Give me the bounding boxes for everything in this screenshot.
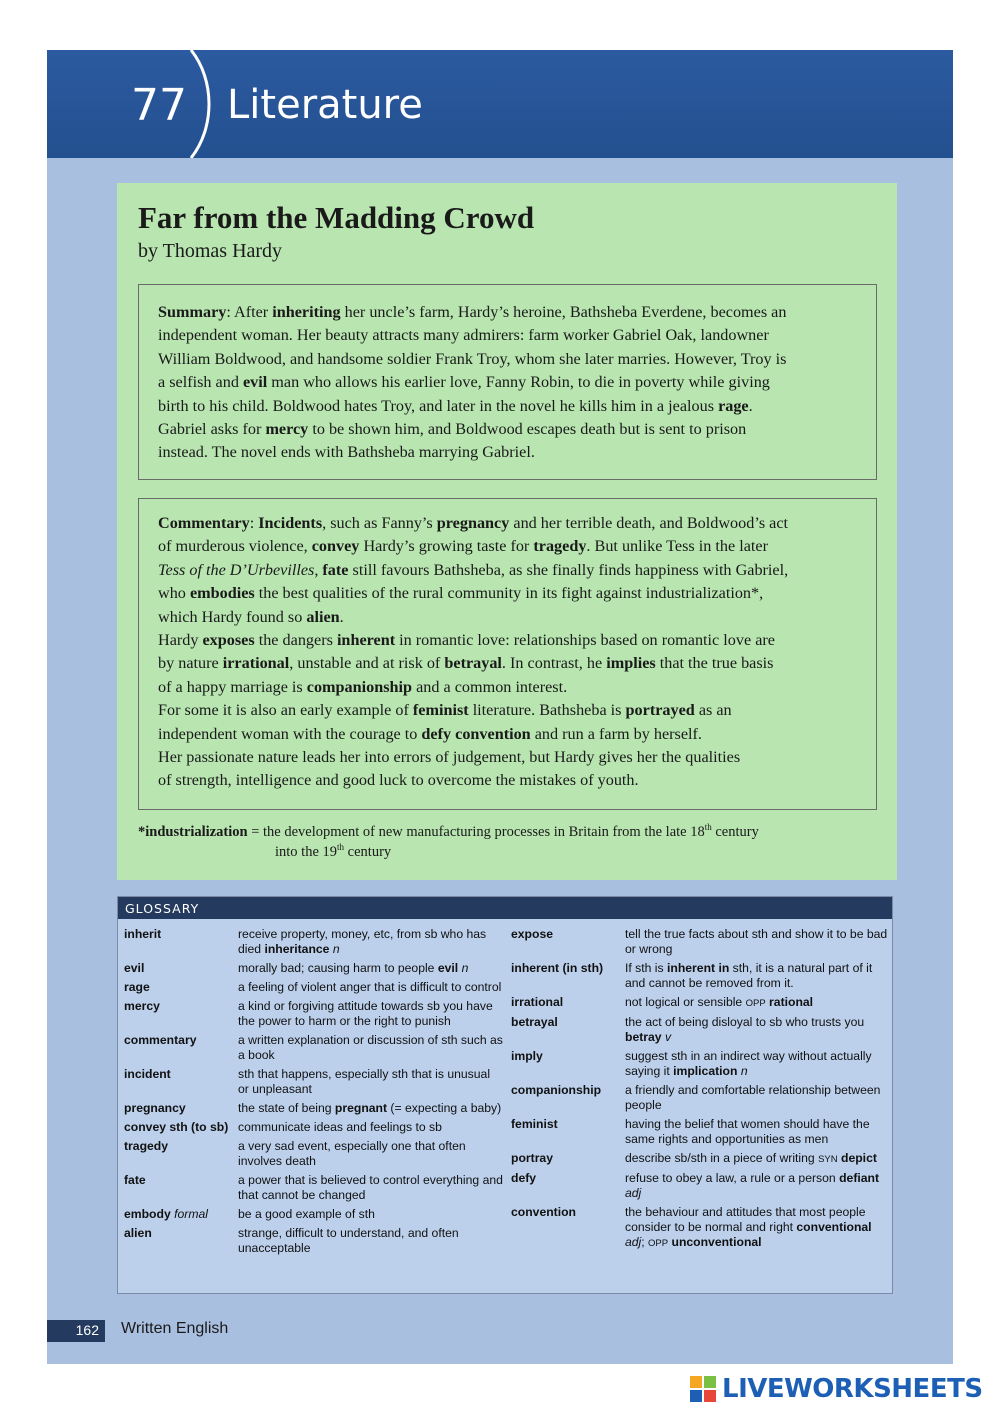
glossary-def-run: morally bad; causing harm to people (238, 961, 438, 975)
glossary-term (124, 1033, 238, 1063)
commentary-run: and a common interest. (412, 677, 568, 696)
glossary-term (511, 961, 625, 991)
glossary-entry (511, 1171, 891, 1201)
glossary-def-run: betray (625, 1030, 662, 1044)
section-name: Written English (121, 1320, 229, 1337)
commentary-run: and run a farm by herself. (530, 724, 702, 743)
glossary-def-run: tell the true facts about sth and show it to be bad or wrong (625, 927, 888, 956)
glossary-entry (511, 927, 891, 957)
glossary-term-run: incident (124, 1067, 171, 1081)
glossary-term (124, 961, 238, 976)
glossary-definition (625, 1049, 891, 1079)
footnote-def-2a: into the 19 (275, 844, 338, 860)
commentary-run: . (339, 607, 344, 626)
glossary-def-run: the act of being disloyal to sb who trusts you (625, 1015, 865, 1029)
commentary-run: , such as Fanny’s (322, 514, 437, 532)
glossary-term-run: imply (511, 1049, 543, 1063)
summary-run: . (748, 396, 753, 415)
glossary-term-run: companionship (511, 1083, 602, 1097)
glossary-entry (511, 1015, 891, 1045)
summary-text (158, 301, 858, 465)
summary-run: Summary (158, 303, 227, 321)
commentary-run: of a happy marriage is (158, 677, 307, 696)
commentary-line (158, 699, 858, 722)
footnote-def-1b: century (711, 824, 759, 840)
summary-run: rage (718, 396, 749, 415)
glossary-term (124, 927, 238, 957)
glossary-entry (511, 1083, 891, 1113)
commentary-run: . In contrast, he (501, 654, 607, 673)
glossary-def-run: OPP (648, 1238, 669, 1249)
glossary-entry (124, 1226, 504, 1256)
unit-header (47, 50, 953, 158)
commentary-run: : (249, 514, 259, 532)
commentary-run: convey (311, 537, 360, 556)
glossary-def-run: a power that is believed to control everything and that cannot be changed (238, 1173, 503, 1202)
commentary-line (158, 676, 858, 699)
glossary-term (124, 1173, 238, 1203)
commentary-line (158, 512, 858, 535)
commentary-run: Incidents (258, 514, 323, 532)
glossary-term (124, 1101, 238, 1116)
glossary-entry (124, 1139, 504, 1169)
glossary-term-run: convention (511, 1205, 577, 1219)
glossary-term (124, 999, 238, 1029)
glossary-definition (625, 1151, 891, 1167)
glossary-def-run: sth, it is a natural part of it and cannot be removed from it. (625, 961, 873, 990)
glossary-entry (124, 1173, 504, 1203)
glossary-definition (238, 999, 504, 1029)
summary-run: : After (226, 303, 273, 321)
glossary-term (124, 1139, 238, 1169)
glossary-definition (238, 1033, 504, 1063)
commentary-run: in romantic love: relationships based on romantic love are (395, 631, 775, 650)
glossary-def-run: strange, difficult to understand, and often unacceptable (238, 1226, 459, 1255)
glossary-term (511, 995, 625, 1011)
glossary-entry (124, 961, 504, 976)
glossary-definition (625, 1015, 891, 1045)
glossary-def-run: inheritance (264, 942, 330, 956)
glossary-definition (238, 1067, 504, 1097)
glossary-def-run: pregnant (334, 1101, 388, 1115)
summary-run: instead. The novel ends with Bathsheba marrying Gabriel. (158, 443, 535, 462)
commentary-run: who (158, 584, 190, 603)
commentary-run: Commentary (158, 514, 250, 532)
footnote-sup-1: th (704, 822, 712, 833)
glossary-term (511, 927, 625, 957)
glossary-definition (625, 927, 891, 957)
commentary-run: Tess of the D’Urbevilles (158, 560, 315, 579)
glossary-def-run: having the belief that women should have the same rights and opportunities as men (625, 1117, 870, 1146)
commentary-line (158, 769, 858, 792)
summary-run: birth to his child. Boldwood hates Troy, and later in the novel he kills him in a jealous (158, 396, 719, 415)
glossary-term-run: betrayal (511, 1015, 558, 1029)
glossary-definition (238, 961, 504, 976)
glossary-def-run: (= expecting a baby) (387, 1101, 502, 1115)
glossary-term (124, 1067, 238, 1097)
glossary-def-run: describe sb/sth in a piece of writing (625, 1151, 819, 1165)
glossary-def-run: n (332, 942, 340, 956)
glossary-term-run: commentary (124, 1033, 197, 1047)
commentary-run: as an (694, 701, 732, 720)
summary-run: Gabriel asks for (158, 420, 266, 439)
glossary-definition (625, 995, 891, 1011)
glossary-definition (625, 1083, 891, 1113)
commentary-run: pregnancy (436, 514, 510, 532)
glossary-definition (625, 961, 891, 991)
glossary-entry (511, 1205, 891, 1251)
glossary-term (511, 1205, 625, 1251)
glossary-term (124, 1207, 238, 1222)
footnote-def-1a: the development of new manufacturing processes in Britain from the late 18 (263, 824, 705, 840)
glossary-def-run: adj (625, 1235, 642, 1249)
glossary-term (124, 1120, 238, 1135)
glossary-def-run: the behaviour and attitudes that most people consider to be normal and right (625, 1205, 866, 1234)
glossary-definition (238, 1101, 504, 1116)
commentary-line (158, 559, 858, 582)
glossary-definition (625, 1171, 891, 1201)
glossary-entry (124, 1120, 504, 1135)
book-title: Far from the Madding Crowd (138, 200, 535, 235)
glossary-def-run: a friendly and comfortable relationship between people (625, 1083, 881, 1112)
unit-title: Literature (227, 82, 423, 128)
glossary-definition (238, 1207, 504, 1222)
glossary-term (511, 1117, 625, 1147)
glossary-heading: GLOSSARY (118, 897, 892, 919)
bracket-divider-icon (181, 50, 221, 158)
glossary-def-run: a feeling of violent anger that is difficult to control (238, 980, 502, 994)
glossary-term-run: irrational (511, 995, 564, 1009)
glossary-term (511, 1049, 625, 1079)
glossary-term (511, 1151, 625, 1167)
glossary-entry (124, 999, 504, 1029)
liveworksheets-logo-icon (690, 1376, 716, 1402)
glossary-def-run: n (740, 1064, 748, 1078)
glossary-def-run: defiant (839, 1171, 880, 1185)
glossary-definition (238, 1226, 504, 1256)
footnote (138, 822, 858, 862)
commentary-run: alien (306, 607, 340, 626)
summary-line (158, 418, 858, 441)
glossary-term-run: formal (174, 1207, 208, 1221)
liveworksheets-watermark (690, 1373, 983, 1405)
glossary-term-run: mercy (124, 999, 160, 1013)
commentary-run: Hardy’s growing taste for (359, 537, 534, 556)
commentary-run: , (314, 560, 323, 579)
glossary-definition (238, 1139, 504, 1169)
commentary-run: the dangers (254, 631, 337, 650)
glossary-def-run: n (461, 961, 469, 975)
commentary-box (138, 498, 877, 810)
glossary-term-run: inherent (in sth) (511, 961, 604, 975)
page-number: 162 (47, 1320, 105, 1342)
glossary-entry (511, 961, 891, 991)
summary-run: a selfish and (158, 373, 243, 392)
commentary-text (158, 512, 858, 793)
footnote-sup-2: th (337, 842, 345, 853)
commentary-line (158, 582, 858, 605)
commentary-run: still favours Bathsheba, as she finally finds happiness with Gabriel, (348, 560, 789, 579)
commentary-run: companionship (306, 677, 413, 696)
commentary-run: convention (455, 724, 531, 743)
glossary-entry (124, 980, 504, 995)
glossary-def-run: rational (769, 995, 814, 1009)
commentary-line (158, 652, 858, 675)
unit-number: 77 (131, 80, 187, 131)
commentary-run: portrayed (625, 701, 695, 720)
glossary-term-run: convey sth (to sb) (124, 1120, 229, 1134)
glossary-entry (511, 1117, 891, 1147)
glossary-term (511, 1083, 625, 1113)
commentary-run: betrayal (444, 654, 502, 673)
summary-line (158, 324, 858, 347)
summary-run: William Boldwood, and handsome soldier Frank Troy, whom she later marries. However, Troy is (158, 349, 787, 368)
glossary-term (124, 980, 238, 995)
glossary-term-run: inherit (124, 927, 162, 941)
glossary-def-run: ; (641, 1235, 649, 1249)
commentary-run: and her terrible death, and Boldwood’s act (509, 514, 789, 532)
glossary-term (511, 1171, 625, 1201)
glossary-entry (511, 995, 891, 1011)
commentary-run: inherent (336, 631, 396, 650)
glossary-def-run: suggest sth in an indirect way without actually saying it (625, 1049, 872, 1078)
glossary-def-run: depict (841, 1151, 877, 1165)
footnote-line-1 (138, 822, 858, 842)
commentary-run: defy (421, 724, 452, 743)
glossary-def-run: communicate ideas and feelings to sb (238, 1120, 442, 1134)
glossary-def-run: receive property, money, etc, from sb who has died (238, 927, 487, 956)
commentary-line (158, 723, 858, 746)
commentary-run: . But unlike Tess in the later (586, 537, 768, 556)
glossary-term-run: pregnancy (124, 1101, 186, 1115)
glossary-term-run: portray (511, 1151, 553, 1165)
glossary-def-run: If sth is (625, 961, 667, 975)
glossary-def-run: conventional (796, 1220, 872, 1234)
glossary-def-run: adj (625, 1186, 642, 1200)
glossary-term-run: evil (124, 961, 145, 975)
commentary-run: Her passionate nature leads her into errors of judgement, but Hardy gives her the qualities (158, 748, 741, 767)
glossary-def-run: not logical or sensible (625, 995, 746, 1009)
glossary-term-run: rage (124, 980, 150, 994)
glossary-def-run: be a good example of sth (238, 1207, 375, 1221)
commentary-run: fate (322, 560, 349, 579)
commentary-run: literature. Bathsheba is (468, 701, 626, 720)
summary-run: mercy (265, 420, 309, 439)
commentary-run: of strength, intelligence and good luck to overcome the mistakes of youth. (158, 771, 639, 790)
glossary-column-right (511, 927, 891, 1255)
glossary-term-run: defy (511, 1171, 537, 1185)
summary-run: man who allows his earlier love, Fanny Robin, to die in poverty while giving (267, 373, 770, 392)
glossary-term-run: alien (124, 1226, 152, 1240)
glossary-term-run: fate (124, 1173, 146, 1187)
glossary-term-run: tragedy (124, 1139, 169, 1153)
footnote-def-2b: century (344, 844, 392, 860)
book-author: by Thomas Hardy (138, 240, 283, 262)
glossary-def-run: unconventional (671, 1235, 762, 1249)
glossary-term (511, 1015, 625, 1045)
summary-line (158, 371, 858, 394)
glossary-entry (124, 1101, 504, 1116)
commentary-run: embodies (189, 584, 255, 603)
glossary-def-run: a written explanation or discussion of sth such as a book (238, 1033, 503, 1062)
commentary-run: irrational (222, 654, 290, 673)
summary-run: inheriting (272, 303, 341, 321)
glossary-term (124, 1226, 238, 1256)
commentary-run: which Hardy found so (158, 607, 307, 626)
glossary-definition (238, 927, 504, 957)
commentary-run: of murderous violence, (158, 537, 312, 556)
commentary-run: exposes (202, 631, 255, 650)
glossary-def-run: the state of being (238, 1101, 335, 1115)
footnote-line-2 (138, 842, 858, 862)
glossary-entry (124, 927, 504, 957)
glossary-def-run: refuse to obey a law, a rule or a person (625, 1171, 840, 1185)
glossary-term-run: feminist (511, 1117, 558, 1131)
glossary-definition (625, 1205, 891, 1251)
glossary-definition (238, 980, 504, 995)
summary-run: evil (242, 373, 268, 392)
glossary-definition (238, 1173, 504, 1203)
summary-line (158, 348, 858, 371)
glossary-def-run: OPP (745, 998, 766, 1009)
commentary-line (158, 629, 858, 652)
summary-line (158, 395, 858, 418)
summary-box (138, 284, 877, 480)
summary-run: to be shown him, and Boldwood escapes death but is sent to prison (308, 420, 747, 439)
glossary-entry (511, 1151, 891, 1167)
glossary-def-run: SYN (818, 1154, 838, 1165)
commentary-line (158, 535, 858, 558)
commentary-run: , unstable and at risk of (289, 654, 445, 673)
glossary-entry (511, 1049, 891, 1079)
summary-run: her uncle’s farm, Hardy’s heroine, Bathsheba Everdene, becomes an (340, 303, 787, 321)
commentary-run: For some it is also an early example of (158, 701, 413, 720)
footnote-term: *industrialization (138, 824, 248, 840)
footnote-equals: = (247, 824, 264, 840)
glossary-entry (124, 1067, 504, 1097)
glossary-definition (238, 1120, 504, 1135)
glossary-term-run: embody (124, 1207, 175, 1221)
glossary-entry (124, 1033, 504, 1063)
glossary-def-run: v (664, 1030, 672, 1044)
commentary-run: tragedy (533, 537, 587, 556)
summary-run: independent woman. Her beauty attracts many admirers: farm worker Gabriel Oak, landowner (158, 326, 769, 345)
glossary-def-run: a very sad event, especially one that often involves death (238, 1139, 466, 1168)
glossary-term-run: expose (511, 927, 554, 941)
glossary-entry (124, 1207, 504, 1222)
watermark-text: LIVEWORKSHEETS (722, 1374, 983, 1404)
commentary-run: the best qualities of the rural community in its fight against industrialization*, (254, 584, 764, 603)
commentary-line (158, 746, 858, 769)
glossary-panel (117, 896, 893, 1294)
glossary-def-run: sth that happens, especially sth that is unusual or unpleasant (238, 1067, 491, 1096)
commentary-line (158, 606, 858, 629)
glossary-definition (625, 1117, 891, 1147)
glossary-column-left (124, 927, 504, 1260)
commentary-run: that the true basis (655, 654, 774, 673)
commentary-run: Hardy (158, 631, 203, 650)
summary-line (158, 441, 858, 464)
commentary-run: independent woman with the courage to (158, 724, 422, 743)
glossary-def-run: implication (673, 1064, 738, 1078)
commentary-run: feminist (412, 701, 469, 720)
glossary-def-run: evil (437, 961, 459, 975)
glossary-def-run: a kind or forgiving attitude towards sb you have the power to harm or the right to punish (238, 999, 493, 1028)
commentary-run: implies (606, 654, 656, 673)
summary-line (158, 301, 858, 324)
commentary-run: by nature (158, 654, 223, 673)
glossary-def-run: inherent in (667, 961, 730, 975)
